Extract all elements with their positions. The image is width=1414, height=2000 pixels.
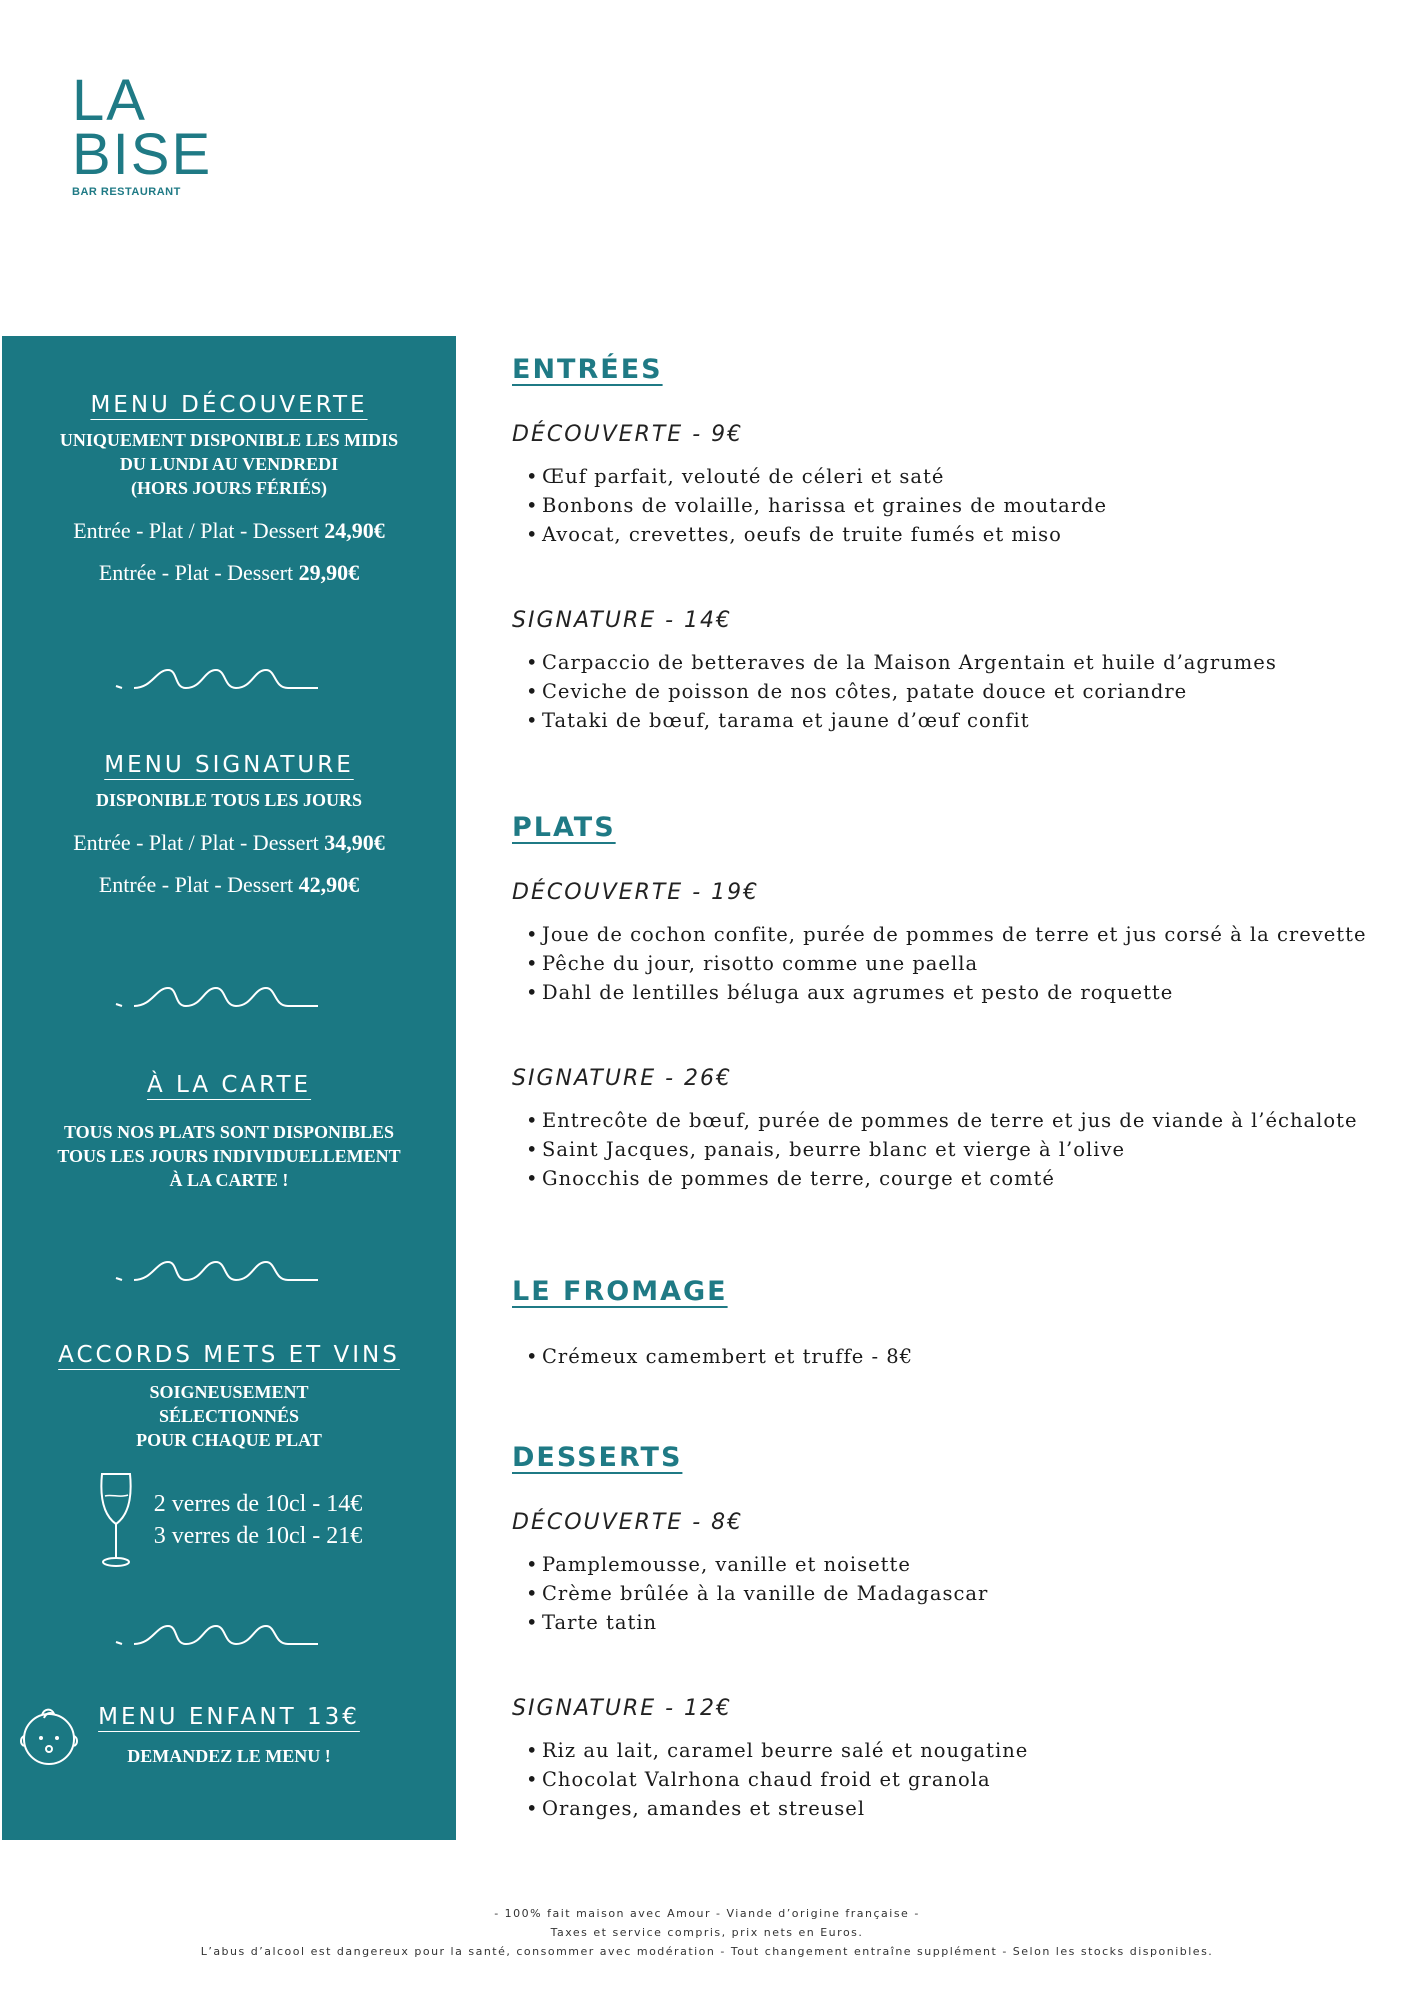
list-item: • Crémeux camembert et truffe - 8€ [526,1345,914,1368]
price-line [2,510,456,552]
footer-line: Taxes et service compris, prix nets en Euros. [550,1926,864,1939]
menu-enfant-info: DEMANDEZ LE MENU ! [127,1746,331,1766]
dish-list [526,1342,913,1371]
list-item: • Saint Jacques, panais, beurre blanc et vierge à l’olive [526,1138,1126,1161]
price-label: Entrée - Plat / Plat - Dessert [73,830,319,855]
dish-list [526,462,1107,549]
menu-decouverte-block [2,392,456,594]
dish-name: Ceviche de poisson de nos côtes, patate douce et coriandre [542,680,1188,703]
subsection-title: SIGNATURE - 26€ [512,1066,733,1091]
price-line [2,552,456,594]
subsection-title: DÉCOUVERTE - 19€ [512,880,760,905]
subsection-title: DÉCOUVERTE - 9€ [512,422,744,447]
info-line: POUR CHAQUE PLAT [136,1430,322,1450]
dish-list [526,920,1367,1007]
dish-name: Avocat, crevettes, oeufs de truite fumés et miso [542,523,1062,546]
a-la-carte-block [2,1072,456,1192]
dish-name: Entrecôte de bœuf, purée de pommes de terre et jus de viande à l’échalote [542,1109,1358,1132]
section-title-entrees: ENTRÉES [512,354,663,385]
dish-name: Saint Jacques, panais, beurre blanc et vierge à l’olive [542,1138,1126,1161]
wine-price-line: 2 verres de 10cl - 14€ [153,1491,363,1517]
dish-list [526,1106,1358,1193]
footer-notes [0,1904,1414,1961]
list-item: • Riz au lait, caramel beurre salé et nougatine [526,1739,1029,1762]
dish-name: Gnocchis de pommes de terre, courge et comté [542,1167,1055,1190]
wave-divider-icon [112,658,322,698]
dish-list [526,1736,1028,1823]
wine-price-line: 3 verres de 10cl - 21€ [153,1523,363,1549]
list-item: • Œuf parfait, velouté de céleri et saté [526,465,945,488]
dish-name: Œuf parfait, velouté de céleri et saté [542,465,945,488]
logo-subtitle: BAR RESTAURANT [72,186,181,198]
menu-enfant-block [2,1704,456,1768]
dish-name: Pamplemousse, vanille et noisette [542,1553,911,1576]
dish-name: Carpaccio de betteraves de la Maison Argentain et huile d’agrumes [542,651,1277,674]
dish-name: Dahl de lentilles béluga aux agrumes et pesto de roquette [542,981,1174,1004]
price-label: Entrée - Plat - Dessert [98,560,294,585]
section-title-plats: PLATS [512,812,616,843]
list-item: • Carpaccio de betteraves de la Maison Argentain et huile d’agrumes [526,651,1277,674]
dish-name: Tarte tatin [542,1611,658,1634]
accords-title: ACCORDS METS ET VINS [58,1342,400,1368]
menu-signature-info [2,788,456,812]
list-item: • Chocolat Valrhona chaud froid et granola [526,1768,991,1791]
dish-name: Oranges, amandes et streusel [542,1797,866,1820]
info-line: À LA CARTE ! [169,1170,289,1190]
info-line: SÉLECTIONNÉS [158,1406,300,1426]
list-item: • Ceviche de poisson de nos côtes, patate douce et coriandre [526,680,1188,703]
info-line: TOUS LES JOURS INDIVIDUELLEMENT [57,1146,401,1166]
price-label: Entrée - Plat / Plat - Dessert [73,518,319,543]
list-item: • Avocat, crevettes, oeufs de truite fumés et miso [526,523,1062,546]
price-value: 29,90€ [298,560,360,585]
info-line: DU LUNDI AU VENDREDI [119,454,339,474]
dish-list [526,648,1277,735]
menu-signature-block [2,752,456,906]
dish-name: Chocolat Valrhona chaud froid et granola [542,1768,991,1791]
list-item: • Crème brûlée à la vanille de Madagascar [526,1582,989,1605]
list-item: • Oranges, amandes et streusel [526,1797,866,1820]
list-item: • Tataki de bœuf, tarama et jaune d’œuf confit [526,709,1030,732]
footer-line: - 100% fait maison avec Amour - Viande d’origine française - [494,1907,920,1920]
section-title-fromage: LE FROMAGE [512,1276,728,1307]
dish-name: Joue de cochon confite, purée de pommes de terre et jus corsé à la crevette [542,923,1367,946]
menu-enfant-title: MENU ENFANT 13€ [98,1704,360,1730]
wave-divider-icon [112,1250,322,1290]
price-value: 24,90€ [324,518,385,543]
accords-info [2,1380,456,1452]
list-item: • Pamplemousse, vanille et noisette [526,1553,911,1576]
a-la-carte-info [2,1120,456,1192]
info-line: (HORS JOURS FÉRIÉS) [130,478,328,498]
subsection-title: DÉCOUVERTE - 8€ [512,1510,744,1535]
accords-block [2,1342,456,1570]
logo-line-2: BISE [72,122,213,187]
dish-name: Riz au lait, caramel beurre salé et nougatine [542,1739,1029,1762]
list-item: • Bonbons de volaille, harissa et graines de moutarde [526,494,1108,517]
dish-name: Crème brûlée à la vanille de Madagascar [542,1582,989,1605]
footer-line: L’abus d’alcool est dangereux pour la santé, consommer avec modération - Tout changement entraîne supplément - Selon les stocks disponibles. [200,1945,1214,1958]
subsection-title: SIGNATURE - 14€ [512,608,733,633]
list-item: • Entrecôte de bœuf, purée de pommes de terre et jus de viande à l’échalote [526,1109,1358,1132]
list-item: • Tarte tatin [526,1611,658,1634]
wine-prices [154,1488,363,1552]
info-line: TOUS NOS PLATS SONT DISPONIBLES [63,1122,395,1142]
menu-decouverte-info [2,428,456,500]
menu-signature-title: MENU SIGNATURE [104,752,354,778]
list-item: • Pêche du jour, risotto comme une paella [526,952,979,975]
a-la-carte-title: À LA CARTE [146,1072,312,1098]
menu-decouverte-title: MENU DÉCOUVERTE [90,392,368,418]
wave-divider-icon [112,1614,322,1654]
price-line [2,864,456,906]
list-item: • Joue de cochon confite, purée de pommes de terre et jus corsé à la crevette [526,923,1367,946]
logo [72,68,213,198]
info-line: DISPONIBLE TOUS LES JOURS [96,790,362,810]
wave-divider-icon [112,976,322,1016]
list-item: • Dahl de lentilles béluga aux agrumes et pesto de roquette [526,981,1174,1004]
info-line: UNIQUEMENT DISPONIBLE LES MIDIS [59,430,399,450]
subsection-title: SIGNATURE - 12€ [512,1696,733,1721]
price-value: 42,90€ [298,872,360,897]
dish-name: Tataki de bœuf, tarama et jaune d’œuf confit [542,709,1030,732]
logo-line-1: LA [72,68,147,133]
price-value: 34,90€ [324,830,385,855]
price-label: Entrée - Plat - Dessert [98,872,294,897]
wine-prices-row [2,1470,456,1570]
section-title-desserts: DESSERTS [512,1442,683,1473]
dish-name: Bonbons de volaille, harissa et graines de moutarde [542,494,1108,517]
price-line [2,822,456,864]
wine-glass-icon [96,1470,136,1570]
list-item: • Gnocchis de pommes de terre, courge et comté [526,1167,1055,1190]
dish-name: Crémeux camembert et truffe - 8€ [542,1345,914,1368]
info-line: SOIGNEUSEMENT [149,1382,309,1402]
dish-list [526,1550,988,1637]
menu-sidebar [2,336,456,1840]
dish-name: Pêche du jour, risotto comme une paella [542,952,979,975]
